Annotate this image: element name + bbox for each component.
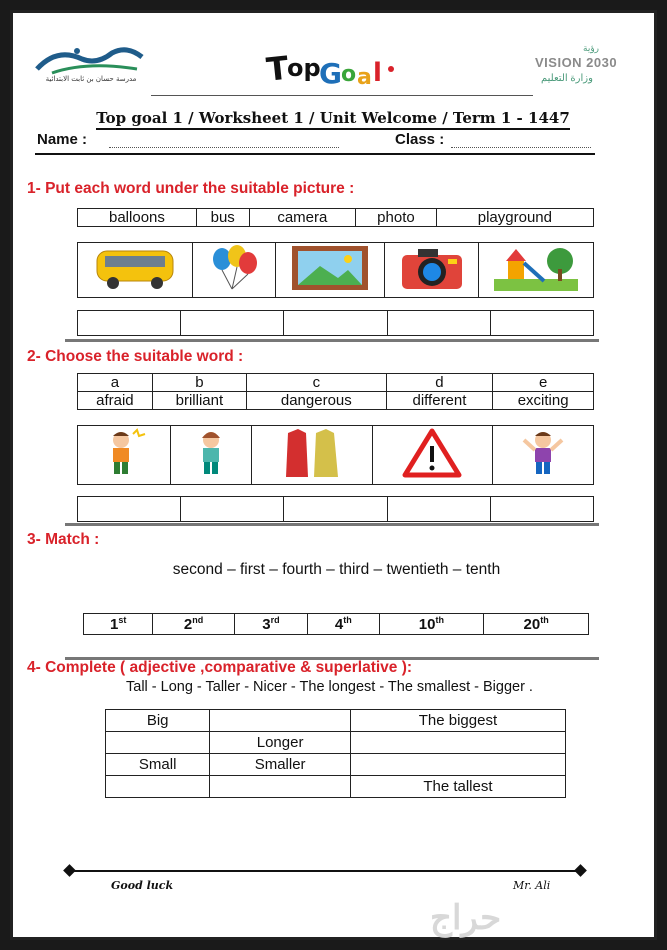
q1-answer-1[interactable]: [78, 311, 181, 336]
q1-picture-cell-2: [193, 243, 276, 298]
q1-answer-5[interactable]: [490, 311, 593, 336]
q4-heading: 4- Complete ( adjective ,comparative & superlative ):: [27, 659, 413, 676]
q4-row-2: [106, 732, 566, 754]
q4-cell[interactable]: [350, 732, 565, 754]
q1-answer-3[interactable]: [284, 311, 387, 336]
afraid-girl-icon: [191, 428, 231, 478]
q1-word-5: playground: [436, 209, 593, 227]
q2-answer-row: [78, 497, 594, 522]
q1-separator: [65, 339, 599, 342]
q4-cell[interactable]: Big: [106, 710, 210, 732]
watermark: حراج: [430, 899, 502, 937]
q1-picture-table: [77, 242, 594, 298]
header-separator: [35, 153, 595, 155]
q2-heading: 2- Choose the suitable word :: [27, 348, 244, 365]
q2-letter-b: b: [152, 374, 246, 392]
q1-answer-2[interactable]: [181, 311, 284, 336]
q2-word-row: [78, 392, 594, 410]
ordinal-suffix: rd: [270, 615, 280, 625]
excited-boy-icon: [101, 428, 147, 478]
q4-cell[interactable]: [106, 776, 210, 798]
q2-picture-cell-4: [372, 426, 493, 485]
ministry-name: وزارة التعليم: [541, 73, 593, 84]
q1-picture-row: [78, 243, 594, 298]
q2-letter-a: a: [78, 374, 153, 392]
class-label: Class :: [395, 131, 445, 148]
q2-answer-2[interactable]: [181, 497, 284, 522]
q4-row-1: [106, 710, 566, 732]
q1-heading: 1- Put each word under the suitable picture :: [27, 180, 355, 197]
q2-letter-e: e: [493, 374, 594, 392]
q4-cell[interactable]: The biggest: [350, 710, 565, 732]
q2-word-5: exciting: [493, 392, 594, 410]
bus-icon: [93, 243, 177, 293]
school-logo: [27, 39, 152, 89]
q4-word-list: Tall - Long - Taller - Nicer - The longest - The smallest - Bigger .: [126, 679, 533, 695]
q1-word-4: photo: [356, 209, 437, 227]
q1-answer-4[interactable]: [387, 311, 490, 336]
q2-picture-cell-2: [170, 426, 251, 485]
q4-cell[interactable]: Small: [106, 754, 210, 776]
q2-word-table: [77, 373, 594, 410]
name-field[interactable]: [109, 146, 339, 148]
q2-letter-c: c: [247, 374, 387, 392]
ordinal-10th: [379, 614, 484, 635]
ordinal-suffix: th: [435, 615, 444, 625]
ordinal-1st: [84, 614, 153, 635]
q2-answer-3[interactable]: [284, 497, 387, 522]
ordinal-num: 1: [110, 616, 119, 633]
ordinal-suffix: th: [540, 615, 549, 625]
ordinal-num: 10: [418, 616, 436, 633]
ordinal-suffix: st: [118, 615, 127, 625]
q2-word-2: brilliant: [152, 392, 246, 410]
q3-heading: 3- Match :: [27, 531, 100, 548]
vision-text: VISION 2030: [535, 55, 618, 70]
footer-line-left-end: [63, 864, 76, 877]
q2-answer-1[interactable]: [78, 497, 181, 522]
balloons-icon: [204, 243, 264, 293]
q4-cell[interactable]: [350, 754, 565, 776]
q3-ordinal-row: [84, 614, 589, 635]
ordinal-num: 3: [262, 616, 271, 633]
class-field[interactable]: [451, 146, 591, 148]
good-luck-signature: Good luck: [111, 879, 174, 892]
q2-word-3: dangerous: [247, 392, 387, 410]
q2-picture-row: [78, 426, 594, 485]
q1-word-2: bus: [196, 209, 249, 227]
q1-word-table: [77, 208, 594, 227]
ordinal-4th: [308, 614, 379, 635]
q2-picture-table: [77, 425, 594, 485]
worksheet-page: [10, 10, 657, 940]
q2-separator: [65, 523, 599, 526]
svg-text:l: l: [373, 58, 382, 88]
q4-complete-table: [105, 709, 566, 798]
camera-icon: [398, 243, 466, 293]
q1-answer-table: [77, 310, 594, 336]
q1-picture-cell-1: [78, 243, 193, 298]
q2-letter-d: d: [386, 374, 493, 392]
topgoal-logo: [265, 43, 405, 93]
school-name: مدرسة حسان بن ثابت الابتدائية: [45, 75, 137, 83]
q1-word-1: balloons: [78, 209, 197, 227]
q3-ordinal-table: [83, 613, 589, 635]
header-divider: [151, 95, 533, 96]
vision-2030-logo: [535, 39, 625, 94]
q1-picture-cell-4: [385, 243, 478, 298]
svg-text:G: G: [319, 57, 342, 90]
q2-answer-5[interactable]: [490, 497, 593, 522]
svg-text:op: op: [287, 54, 321, 82]
q2-answer-table: [77, 496, 594, 522]
svg-text:T: T: [265, 48, 291, 89]
teacher-signature: Mr. Ali: [513, 879, 551, 892]
ordinal-num: 20: [523, 616, 541, 633]
different-coats-icon: [282, 427, 342, 479]
q1-word-3: camera: [249, 209, 356, 227]
q1-word-row: [78, 209, 594, 227]
danger-sign-icon: [402, 428, 462, 478]
q4-row-3: [106, 754, 566, 776]
q1-answer-row: [78, 311, 594, 336]
q4-cell[interactable]: The tallest: [350, 776, 565, 798]
worksheet-title: Top goal 1 / Worksheet 1 / Unit Welcome / Term 1 - 1447: [73, 109, 593, 127]
q4-cell[interactable]: Smaller: [210, 754, 351, 776]
ordinal-3rd: [234, 614, 307, 635]
q2-picture-cell-5: [493, 426, 594, 485]
q4-cell[interactable]: [106, 732, 210, 754]
ordinal-suffix: nd: [192, 615, 204, 625]
ordinal-20th: [484, 614, 589, 635]
svg-text:o: o: [341, 62, 357, 87]
photo-icon: [290, 244, 370, 292]
q2-word-1: afraid: [78, 392, 153, 410]
footer-line: [69, 870, 581, 872]
q2-picture-cell-1: [78, 426, 171, 485]
q1-picture-cell-5: [478, 243, 593, 298]
name-label: Name :: [37, 131, 88, 148]
footer-line-right-end: [574, 864, 587, 877]
ordinal-2nd: [153, 614, 234, 635]
q2-letter-row: [78, 374, 594, 392]
q4-cell[interactable]: Longer: [210, 732, 351, 754]
q2-picture-cell-3: [251, 426, 372, 485]
q4-cell[interactable]: [210, 776, 351, 798]
playground-icon: [494, 243, 578, 293]
ordinal-suffix: th: [343, 615, 352, 625]
q1-picture-cell-3: [275, 243, 385, 298]
svg-text:a: a: [357, 65, 372, 90]
q2-word-4: different: [386, 392, 493, 410]
ordinal-num: 4: [334, 616, 344, 633]
q4-row-4: [106, 776, 566, 798]
vision-ar: رؤية: [583, 43, 600, 53]
q2-answer-4[interactable]: [387, 497, 490, 522]
ordinal-num: 2: [183, 616, 193, 633]
q3-word-list: second – first – fourth – third – twentieth – tenth: [172, 561, 501, 578]
q4-cell[interactable]: [210, 710, 351, 732]
brilliant-boy-icon: [518, 428, 568, 478]
